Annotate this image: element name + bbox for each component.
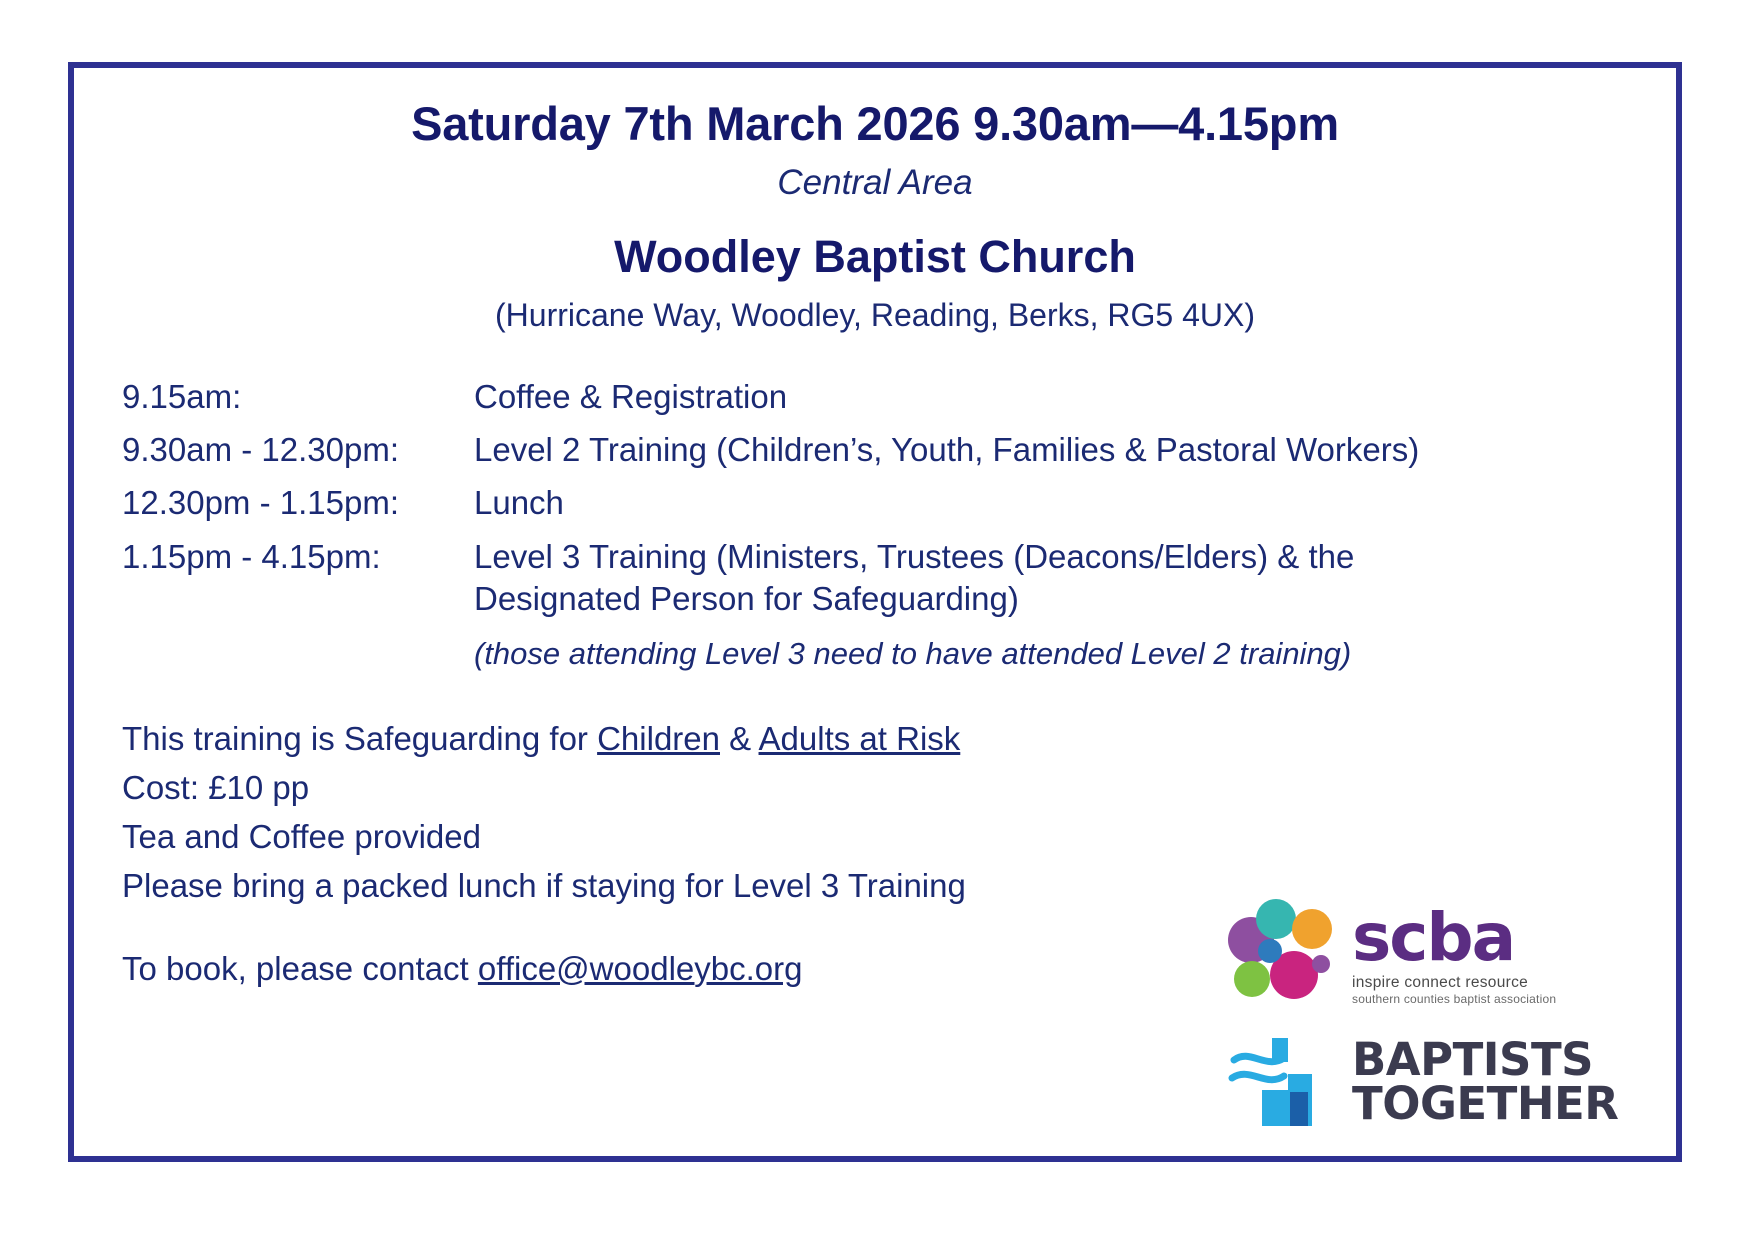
cost-line: Cost: £10 pp (122, 769, 310, 807)
scba-tagline-secondary: southern counties baptist association (1352, 991, 1557, 1006)
scba-text-block (1352, 899, 1557, 1006)
baptists-together-line1: BAPTISTS (1352, 1032, 1594, 1086)
level3-prerequisite-note: (those attending Level 3 need to have attended Level 2 training) (474, 636, 1352, 672)
scba-mark-icon (1226, 899, 1338, 1011)
poster-card (68, 62, 1682, 1162)
refreshments-line: Tea and Coffee provided (122, 817, 481, 855)
page-title: Saturday 7th March 2026 9.30am—4.15pm (411, 97, 1339, 150)
schedule-description: Level 2 Training (Children’s, Youth, Families & Pastoral Workers) (474, 431, 1420, 469)
venue-name: Woodley Baptist Church (614, 231, 1136, 282)
training-scope-sep: & (720, 720, 759, 758)
baptists-together-mark-icon (1226, 1030, 1336, 1134)
scba-tagline-primary: inspire connect resource (1352, 974, 1529, 992)
schedule-description: Lunch (474, 484, 564, 522)
schedule-row (122, 482, 1650, 524)
booking-email-link[interactable]: office@woodleybc.org (477, 949, 803, 987)
booking-prefix: To book, please contact (122, 949, 478, 987)
baptists-together-line2: TOGETHER (1352, 1077, 1619, 1130)
venue-address: (Hurricane Way, Woodley, Reading, Berks, RG5 4UX) (495, 297, 1255, 333)
schedule-row (122, 429, 1650, 471)
training-scope-line (122, 716, 1650, 763)
details-block (100, 716, 1650, 909)
schedule-time: 12.30pm - 1.15pm: (122, 484, 399, 522)
training-scope-adults: Adults at Risk (758, 720, 961, 758)
schedule-time: 1.15pm - 4.15pm: (122, 537, 381, 575)
packed-lunch-line: Please bring a packed lunch if staying for Level 3 Training (122, 866, 966, 904)
logo-group (1226, 896, 1646, 1134)
scba-wordmark: scba (1352, 899, 1515, 977)
baptists-together-wordmark (1352, 1032, 1619, 1130)
training-scope-children: Children (597, 720, 720, 758)
schedule-time: 9.15am: (122, 378, 242, 415)
schedule-list (100, 376, 1650, 672)
schedule-row (122, 536, 1650, 620)
schedule-description: Coffee & Registration (474, 378, 788, 415)
poster-content (74, 68, 1676, 1156)
scba-logo (1226, 896, 1646, 1014)
schedule-description: Level 3 Training (Ministers, Trustees (Deacons/Elders) & the Designated Person for Safeguarding) (474, 537, 1355, 617)
area-subtitle: Central Area (777, 163, 973, 202)
schedule-time: 9.30am - 12.30pm: (122, 431, 399, 469)
schedule-row (122, 376, 1650, 418)
training-scope-prefix: This training is Safeguarding for (122, 720, 598, 758)
baptists-together-logo (1226, 1030, 1646, 1134)
